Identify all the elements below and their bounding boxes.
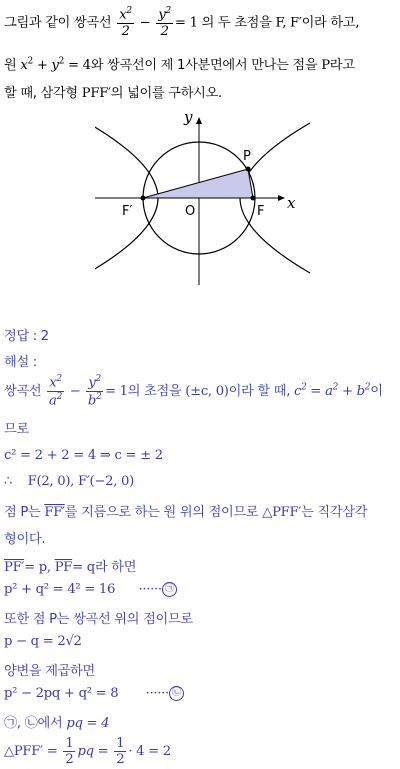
point-f-label: F [257, 204, 265, 219]
solution-line-9: 또한 점 P는 쌍곡선 위의 점이므로 [4, 612, 193, 627]
point-fprime [141, 196, 146, 201]
hyperbola-circle-figure [95, 105, 315, 285]
triangle-pff [143, 169, 253, 198]
solution-line-10: p − q = 2√2 [4, 634, 82, 649]
point-p-label: P [243, 149, 251, 164]
solution-line-4: ∴ F(2, 0), F′(−2, 0) [4, 474, 134, 489]
y-axis-label: y [184, 108, 193, 126]
point-p [246, 167, 251, 172]
hyperbola-frac-y: $\frac{y^2}{2}$ [158, 6, 171, 39]
solution-line-5: 점 P는 FF′를 지름으로 하는 원 위의 점이므로 △PFF′는 직각삼각 [4, 505, 368, 520]
solution-line-2: 므로 [4, 422, 29, 437]
solution-line-7: PF′= p, $\overline{PF}= q$라 하면 [4, 560, 137, 575]
point-fprime-label: F′ [122, 204, 133, 219]
problem-line-3: 할 때, 삼각형 PFF′의 넓이를 구하시오. [4, 86, 222, 101]
x-axis-label: x [287, 194, 296, 212]
solution-line-6: 형이다. [4, 532, 46, 547]
problem-line-1: 그림과 같이 쌍곡선 $\frac{x^2}{2}$ − $\frac{y^2}{2}$ = 1 의 두 초점을 F, F′이라 하고, [4, 6, 360, 39]
solution-line-11: 양변을 제곱하면 [4, 664, 95, 679]
origin-label: O [185, 204, 196, 219]
answer-label: 정답 : 2 [4, 329, 49, 344]
solution-line-14: △PFF′ = $\frac{1}{2}$ pq = $\frac{1}{2}$ · 4 = 2 [4, 736, 171, 768]
solution-line-13: ㉠, ㉡에서 pq = 4 [4, 716, 110, 731]
x-axis-arrow [278, 195, 285, 201]
hyperbola-frac-x: $\frac{x^2}{2}$ [119, 6, 132, 39]
point-f [251, 196, 256, 201]
solution-line-1: 쌍곡선 $\frac{x^2}{a^2}$ − $\frac{y^2}{b^2}$ = 1의 초점을 (±c, 0)이라 할 때, $c^2 = a^2 + b^2$이 [4, 374, 383, 408]
explanation-label: 해설 : [4, 355, 37, 370]
solution-line-8: p² + q² = 4² = 16 ······ ㉠ [4, 582, 177, 597]
problem-line-2: 원 $x^2 + y^2 = 4$와 쌍곡선이 제 1사분면에서 만나는 점을 P라고 [4, 56, 355, 73]
solution-line-12: p² − 2pq + q² = 8 ······ ㉡ [4, 686, 184, 701]
problem-text: 그림과 같이 쌍곡선 [4, 15, 112, 31]
solution-line-3: c² = 2 + 2 = 4 ⇒ c = ± 2 [4, 448, 163, 463]
y-axis-arrow [196, 117, 202, 124]
